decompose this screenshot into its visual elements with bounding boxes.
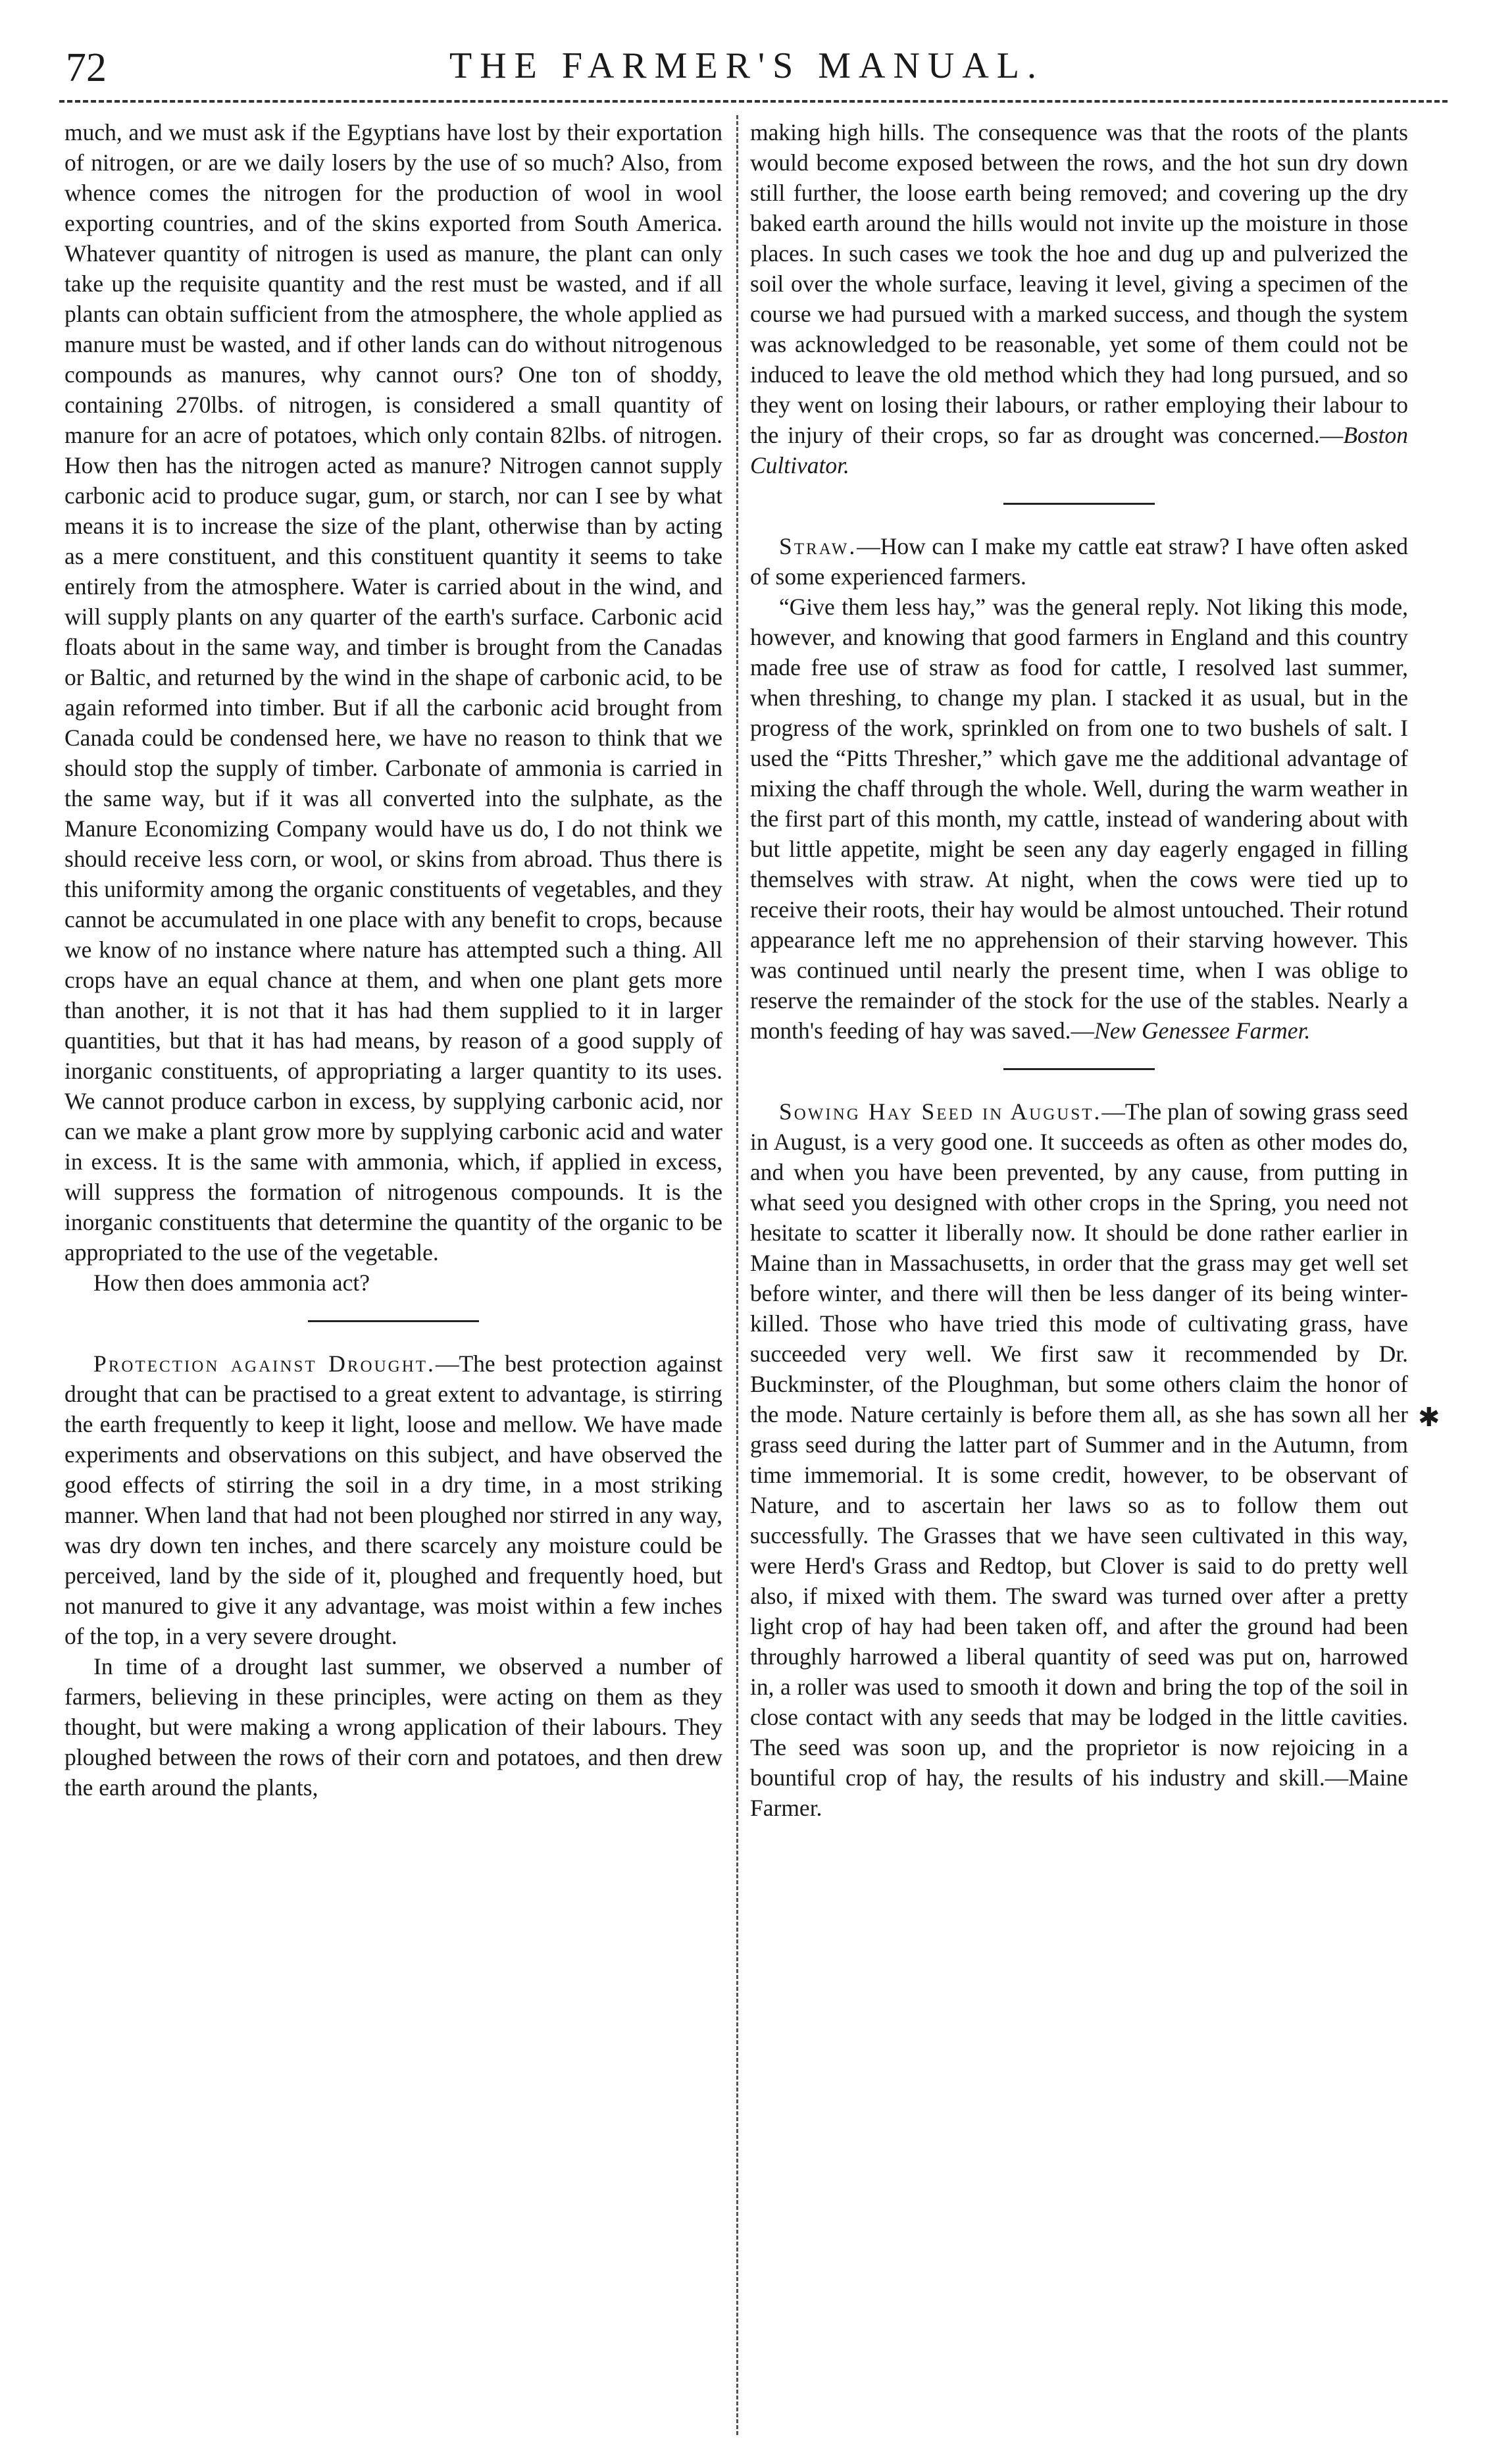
drought-article-source: Boston Cultivator.: [750, 422, 1408, 478]
drought-article-continuation-text: making high hills. The consequence was that the roots of the plants would become exposed between the rows, and the hot sun dry down still further, the loose earth being removed; and covering up the dry baked earth around the hills would not invite up the moisture in those places. In such cases we took the hoe and dug up and pulverized the soil over the whole surface, leaving it level, giving a specimen of the course we had pursued with a marked success, and though the system was acknowledged to be reasonable, yet some of them could not be induced to leave the old method which they had long pursued, and so they went on losing their labours, or rather employing their labour to the injury of their crops, so far as drought was concerned.—: [750, 119, 1408, 448]
article-separator: [1003, 1068, 1155, 1070]
straw-article-paragraph: [750, 531, 1408, 592]
running-title: THE FARMER'S MANUAL.: [449, 45, 1044, 86]
straw-article-text: —How can I make my cattle eat straw? I have often asked of some experienced farmers.: [750, 533, 1408, 590]
right-column: [750, 117, 1408, 1823]
header-rule: [59, 100, 1448, 103]
drought-article-continuation: [750, 117, 1408, 480]
drought-article-paragraph: [64, 1348, 722, 1651]
drought-article-paragraph-2: In time of a drought last summer, we observed a number of farmers, believing in these principles, were acting on them as they thought, but were making a wrong application of their labours. They ploughed between the rows of their corn and potatoes, and then drew the earth around the plants,: [64, 1653, 722, 1801]
hay-seed-article-text: —The plan of sowing grass seed in August, is a very good one. It succeeds as often as other modes do, and when you have been prevented, by any cause, from putting in what seed you designed with other crops in the Spring, you need not hesitate to scatter it liberally now. It should be done rather earlier in Maine than in Massachusetts, in order that the grass may get well set before winter, and there will then be less danger of its being winter-killed. Those who have tried this mode of cultivating grass, have succeeded very well. We first saw it recommended by Dr. Buckminster, of the Ploughman, but some others claim the honor of the mode. Nature certainly is before them all, as she has sown all her grass seed during the latter part of Summer and in the Autumn, from time immemorial. It is some credit, however, to be observant of Nature, and to ascertain her laws so as to follow them out successfully. The Grasses that we have seen cultivated in this way, were Herd's Grass and Redtop, but Clover is said to do pretty well also, if mixed with them. The sward was turned over after a pretty light crop of hay had been taken off, and after the ground had been throughly harrowed a liberal quantity of seed was put on, harrowed in, a roller was used to smooth it down and bring the top of the soil in close contact with any seeds that may be lodged in the little cavities. The seed was soon up, and the proprietor is now rejoicing in a bountiful crop of hay, the results of his industry and skill.—Maine Farmer.: [750, 1098, 1408, 1821]
hay-seed-article-paragraph: [750, 1096, 1408, 1823]
straw-article-text-2: “Give them less hay,” was the general reply. Not liking this mode, however, and knowing that good farmers in England and this country made free use of straw as food for cattle, I resolved last summer, when threshing, to change my plan. I stacked it as usual, but in the progress of the work, sprinkled on from one to two bushels of salt. I used the “Pitts Thresher,” which gave me the additional advantage of mixing the chaff through the whole. Well, during the warm weather in the first part of this month, my cattle, instead of wandering about with but little appetite, might be seen any day eagerly engaged in filling themselves with straw. At night, when the cows were tied up to receive their roots, their hay would be almost untouched. Their rotund appearance left me no apprehension of their starving however. This was continued until nearly the present time, when I was oblige to reserve the remainder of the stock for the use of the stables. Nearly a month's feeding of hay was saved.—: [750, 594, 1408, 1044]
straw-article-source: New Genessee Farmer.: [1094, 1017, 1311, 1044]
nitrogen-article-closing: How then does ammonia act?: [93, 1270, 370, 1296]
hay-seed-article-heading: Sowing Hay Seed in August.: [779, 1098, 1102, 1125]
left-column: [64, 117, 722, 1803]
page-number: 72: [66, 45, 107, 90]
drought-article-heading: Protection against Drought.: [93, 1350, 436, 1377]
article-separator: [1003, 503, 1155, 505]
page-header: [46, 26, 1448, 90]
column-divider: [736, 115, 738, 2435]
article-separator: [308, 1320, 479, 1322]
margin-asterisk-icon: ✱: [1418, 1402, 1440, 1432]
nitrogen-article-paragraph: much, and we must ask if the Egyptians have lost by their exportation of nitrogen, or are we daily losers by the use of so much? Also, from whence comes the nitrogen for the production of wool in wool exporting countries, and of the skins exported from South America. Whatever quantity of nitrogen is used as manure, the plant can only take up the requisite quantity and the rest must be wasted, and if all plants can obtain sufficient from the atmosphere, the whole applied as manure must be wasted, and if other lands can do without nitrogenous compounds as manures, why cannot ours? One ton of shoddy, containing 270lbs. of nitrogen, is considered a small quantity of manure for an acre of potatoes, which only contain 82lbs. of nitrogen. How then has the nitrogen acted as manure? Nitrogen cannot supply carbonic acid to produce sugar, gum, or starch, nor can I see by what means it is to increase the size of the plant, otherwise than by acting as a mere constituent, and this constituent quantity it seems to take entirely from the atmosphere. Water is carried about in the wind, and will supply plants on any quarter of the earth's surface. Carbonic acid floats about in the same way, and timber is brought from the Canadas or Baltic, and returned by the wind in the shape of carbonic acid, to be again reformed into timber. But if all the carbonic acid brought from Canada could be condensed here, we have no reason to think that we should stop the supply of timber. Carbonate of ammonia is carried in the same way, but if it was all converted into the sulphate, as the Manure Economizing Company would have us do, I do not think we should receive less corn, or wool, or skins from abroad. Thus there is this uniformity among the organic constituents of vegetables, and they cannot be accumulated in one place with any benefit to crops, because we know of no instance where nature has attempted such a thing. All crops have an equal chance at them, and when one plant gets more than another, it is not that it has had them supplied to it in larger quantities, but that it has had means, by reason of a good supply of inorganic constituents, of appropriating a larger quantity to its uses. We cannot produce carbon in excess, by supplying carbonic acid, nor can we make a plant grow more by supplying carbonic acid and water in excess. It is the same with ammonia, which, if applied in excess, will suppress the formation of nitrogenous compounds. It is the inorganic constituents that determine the quantity of the organic to be appropriated to the use of the vegetable.: [64, 119, 722, 1266]
straw-article-paragraph-2: [750, 592, 1408, 1046]
straw-article-heading: Straw.: [779, 533, 857, 559]
drought-article-text: —The best protection against drought that can be practised to a great extent to advantage, is stirring the earth frequently to keep it light, loose and mellow. We have made experiments and observations on this subject, and have observed the good effects of stirring the soil in a dry time, in a most striking manner. When land that had not been ploughed nor stirred in any way, was dry down ten inches, and there scarcely any moisture could be perceived, land by the side of it, ploughed and frequently hoed, but not manured to give it any advantage, was moist within a few inches of the top, in a very severe drought.: [64, 1350, 722, 1649]
